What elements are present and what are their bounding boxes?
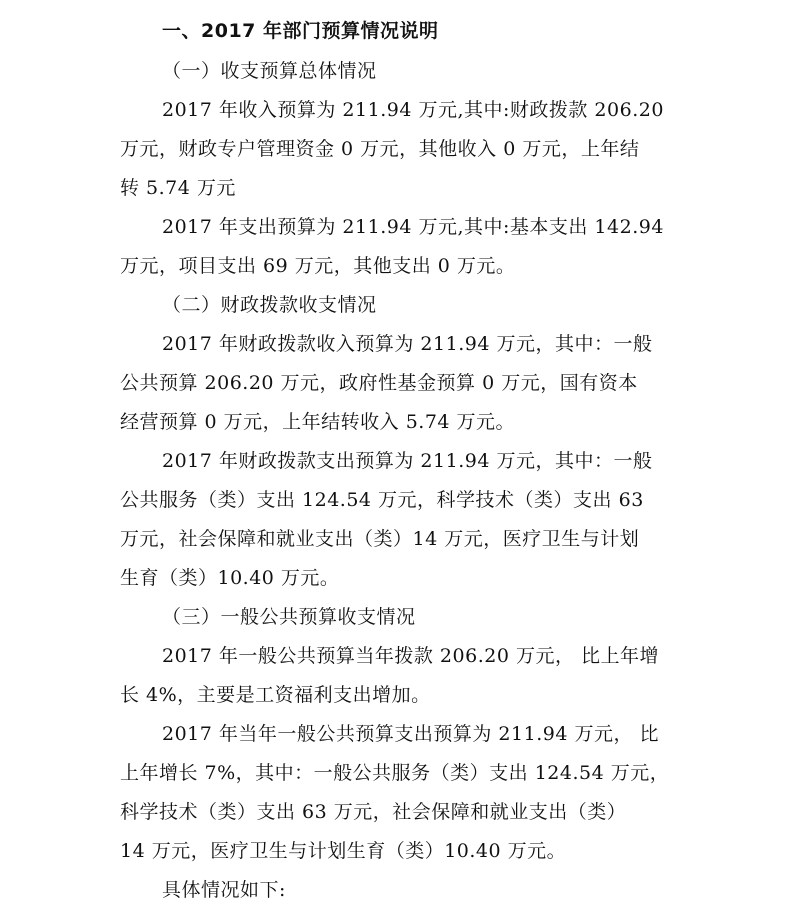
subsection-heading-2: （二）财政拨款收支情况: [162, 294, 377, 316]
paragraph-line: 科学技术（类）支出 63 万元，社会保障和就业支出（类）: [120, 801, 627, 823]
paragraph-line: 上年增长 7%，其中：一般公共服务（类）支出 124.54 万元，: [120, 762, 670, 784]
paragraph-line: 经营预算 0 万元，上年结转收入 5.74 万元。: [120, 411, 516, 433]
paragraph-line: 14 万元，医疗卫生与计划生育（类）10.40 万元。: [120, 840, 567, 862]
closing-line: 具体情况如下:: [162, 879, 286, 901]
paragraph-line: 2017 年当年一般公共预算支出预算为 211.94 万元， 比: [162, 723, 659, 745]
paragraph-line: 万元，项目支出 69 万元，其他支出 0 万元。: [120, 255, 516, 277]
paragraph-line: 万元，财政专户管理资金 0 万元，其他收入 0 万元，上年结: [120, 138, 640, 160]
paragraph-line: 生育（类）10.40 万元。: [120, 567, 340, 589]
paragraph-line: 公共服务（类）支出 124.54 万元，科学技术（类）支出 63: [120, 489, 644, 511]
paragraph-line: 公共预算 206.20 万元，政府性基金预算 0 万元，国有资本: [120, 372, 638, 394]
paragraph-line: 长 4%，主要是工资福利支出增加。: [120, 684, 431, 706]
paragraph-line: 2017 年财政拨款支出预算为 211.94 万元，其中：一般: [162, 450, 653, 472]
paragraph-line: 2017 年收入预算为 211.94 万元,其中:财政拨款 206.20: [162, 99, 664, 121]
paragraph-line: 2017 年支出预算为 211.94 万元,其中:基本支出 142.94: [162, 216, 664, 238]
subsection-heading-3: （三）一般公共预算收支情况: [162, 606, 416, 628]
paragraph-line: 万元，社会保障和就业支出（类）14 万元，医疗卫生与计划: [120, 528, 640, 550]
paragraph-line: 转 5.74 万元: [120, 177, 236, 199]
paragraph-line: 2017 年一般公共预算当年拨款 206.20 万元， 比上年增: [162, 645, 659, 667]
subsection-heading-1: （一）收支预算总体情况: [162, 60, 377, 82]
section-title: 一、2017 年部门预算情况说明: [162, 20, 439, 42]
paragraph-line: 2017 年财政拨款收入预算为 211.94 万元，其中：一般: [162, 333, 653, 355]
